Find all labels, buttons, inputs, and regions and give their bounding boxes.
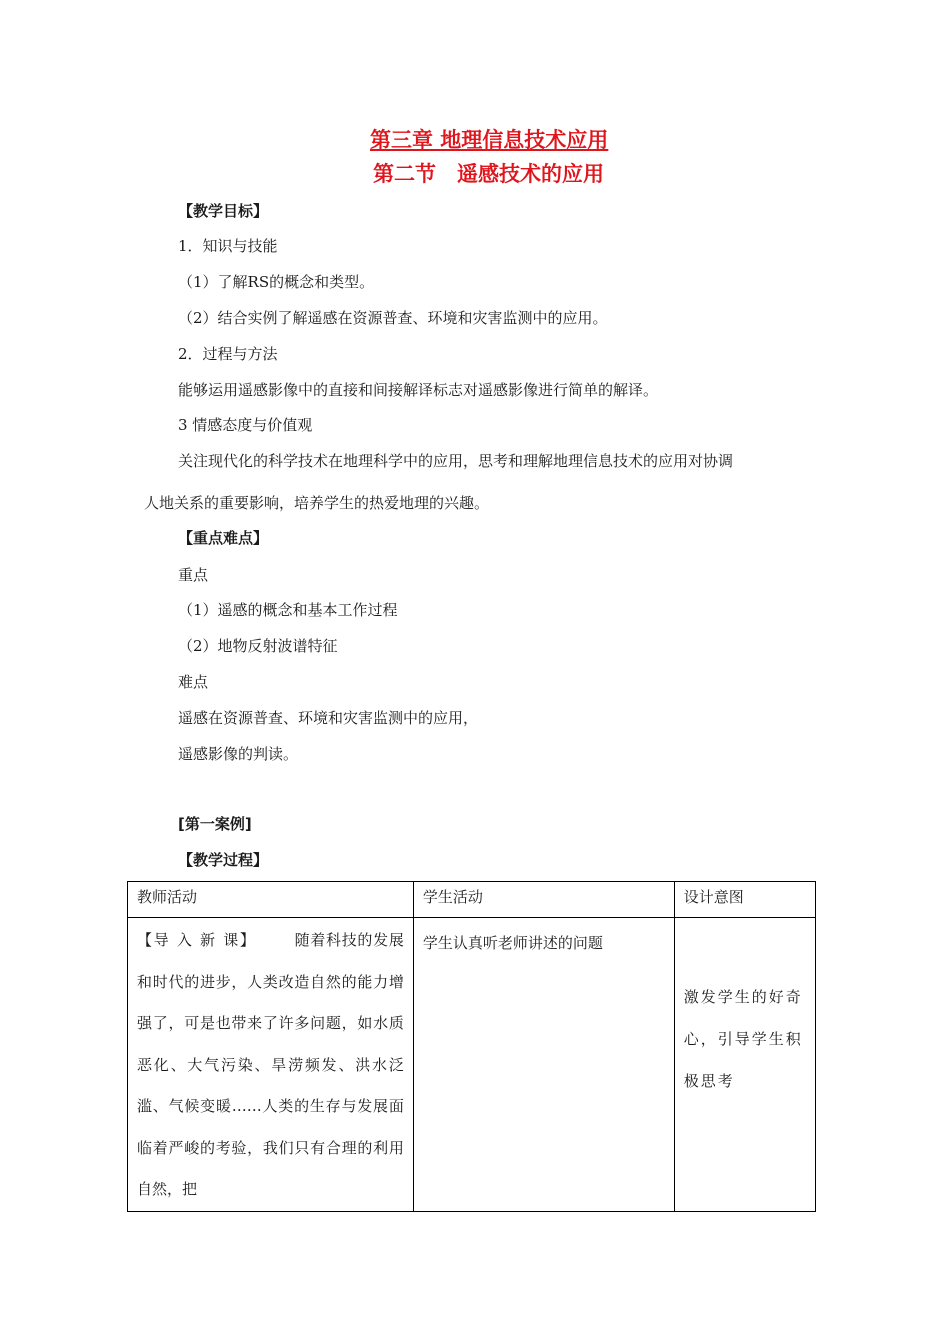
process-heading: 【教学过程】 — [178, 851, 269, 869]
knowledge-title: 1．知识与技能 — [178, 237, 278, 255]
goals-heading: 【教学目标】 — [178, 202, 269, 220]
teacher-activity-text: 随着科技的发展和时代的进步，人类改造自然的能力增强了，可是也带来了许多问题，如水质恶化、大气污染、旱涝频发、洪水泛滥、气候变暖……人类的生存与发展面临着严峻的考验，我们只有合理的利用自然，把 — [137, 931, 404, 1198]
section-title: 第二节 遥感技术的应用 — [373, 162, 604, 186]
values-text-line-1: 关注现代化的科学技术在地理科学中的应用，思考和理解地理信息技术的应用对协调 — [178, 452, 734, 470]
case-label: [第一案例] — [178, 815, 252, 833]
intro-tag: 【导 入 新 课】 — [137, 931, 257, 949]
difficulty-item-1: 遥感在资源普查、环境和灾害监测中的应用， — [178, 709, 479, 727]
design-intent-text: 激发学生的好奇心，引导学生积极思考 — [683, 988, 803, 1090]
header-design: 设计意图 — [674, 882, 815, 918]
values-title: 3 情感态度与价值观 — [178, 416, 313, 434]
key-item-2: （2）地物反射波谱特征 — [178, 637, 338, 655]
key-item-1: （1）遥感的概念和基本工作过程 — [178, 601, 398, 619]
key-label: 重点 — [178, 566, 209, 584]
student-activity-text: 学生认真听老师讲述的问题 — [422, 934, 603, 952]
teacher-activity-cell — [128, 918, 414, 1212]
knowledge-item-2: （2）结合实例了解遥感在资源普查、环境和灾害监测中的应用。 — [178, 309, 608, 327]
student-activity-cell — [413, 918, 674, 1212]
knowledge-item-1: （1）了解RS的概念和类型。 — [178, 273, 375, 291]
design-intent-cell — [674, 918, 815, 1212]
table-header-row — [128, 882, 816, 918]
table-row — [128, 918, 816, 1212]
teaching-process-table — [127, 881, 816, 1212]
process-text: 能够运用遥感影像中的直接和间接解译标志对遥感影像进行简单的解译。 — [178, 381, 659, 399]
chapter-title: 第三章 地理信息技术应用 — [370, 128, 609, 152]
difficulty-item-2: 遥感影像的判读。 — [178, 745, 299, 763]
keypoints-heading: 【重点难点】 — [178, 529, 269, 547]
process-title: 2．过程与方法 — [178, 345, 278, 363]
values-text-line-2: 人地关系的重要影响，培养学生的热爱地理的兴趣。 — [144, 494, 490, 512]
header-student: 学生活动 — [413, 882, 674, 918]
difficulty-label: 难点 — [178, 673, 209, 691]
header-teacher: 教师活动 — [128, 882, 414, 918]
